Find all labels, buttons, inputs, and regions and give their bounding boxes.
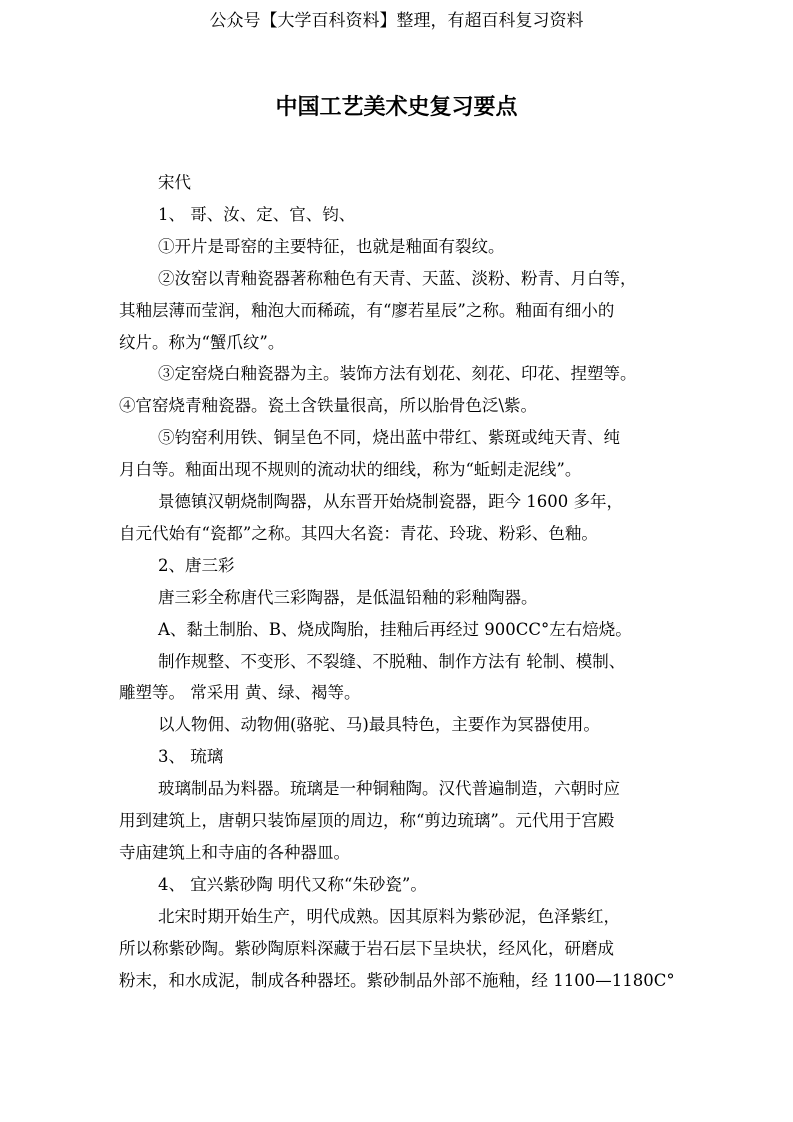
text-line: 1、 哥、汝、定、官、钧、 [158, 204, 356, 224]
text-line: 4、 宜兴紫砂陶 明代又称“朱砂瓷”。 [158, 874, 427, 894]
text-line: 寺庙建筑上和寺庙的各种器皿。 [119, 842, 350, 862]
text-line: 宋代 [158, 173, 191, 192]
text-line: 3、 琉璃 [158, 747, 224, 767]
text-line: ⑤钧窑利用铁、铜呈色不同，烧出蓝中带红、紫斑或纯天青、纯 [158, 428, 620, 448]
document-title: 中国工艺美术史复习要点 [275, 95, 518, 120]
text-line: 所以称紫砂陶。紫砂陶原料深藏于岩石层下呈块状，经风化，研磨成 [119, 938, 614, 958]
text-line: A、黏土制胎、B、烧成陶胎，挂釉后再经过 900CC°左右焙烧。 [158, 619, 632, 639]
text-line: 其釉层薄而莹润，釉泡大而稀疏，有“廖若星辰”之称。釉面有细小的 [119, 300, 615, 320]
page-header: 公众号【大学百科资料】整理，有超百科复习资料 [209, 11, 584, 31]
text-line: ③定窑烧白釉瓷器为主。装饰方法有划花、刻花、印花、捏塑等。 [158, 364, 637, 384]
text-line: 制作规整、不变形、不裂缝、不脱釉、制作方法有 轮制、模制、 [158, 651, 626, 671]
text-line: 玻璃制品为料器。琉璃是一种铜釉陶。汉代普遍制造，六朝时应 [158, 779, 620, 799]
text-line: 雕塑等。 常采用 黄、绿、褐等。 [119, 683, 361, 703]
text-line: ①开片是哥窑的主要特征，也就是釉面有裂纹。 [158, 236, 505, 256]
text-line: 纹片。称为“蟹爪纹”。 [119, 332, 285, 352]
text-line: 2、唐三彩 [158, 555, 235, 575]
text-line: 唐三彩全称唐代三彩陶器，是低温铅釉的彩釉陶器。 [158, 587, 538, 607]
text-line: 粉末，和水成泥，制成各种器坯。紫砂制品外部不施釉，经 1100—1180C° [119, 970, 675, 990]
text-line: 用到建筑上，唐朝只装饰屋顶的周边，称“剪边琉璃”。元代用于宫殿 [119, 811, 615, 830]
text-line: 月白等。釉面出现不规则的流动状的细线，称为“蚯蚓走泥线”。 [119, 460, 582, 480]
text-line: 景德镇汉朝烧制陶器，从东晋开始烧制瓷器，距今 1600 多年， [158, 492, 623, 511]
text-line: ④官窑烧青釉瓷器。瓷土含铁量很高，所以胎骨色泛\紫。 [119, 396, 538, 416]
text-line: 自元代始有“瓷都”之称。其四大名瓷：青花、玲珑、粉彩、色釉。 [119, 523, 598, 543]
text-line: 以人物佣、动物佣(骆驼、马)最具特色，主要作为冥器使用。 [158, 715, 600, 735]
text-line: 北宋时期开始生产，明代成熟。因其原料为紫砂泥，色泽紫红， [158, 906, 620, 926]
text-line: ②汝窑以青釉瓷器著称釉色有天青、天蓝、淡粉、粉青、月白等， [158, 268, 637, 288]
